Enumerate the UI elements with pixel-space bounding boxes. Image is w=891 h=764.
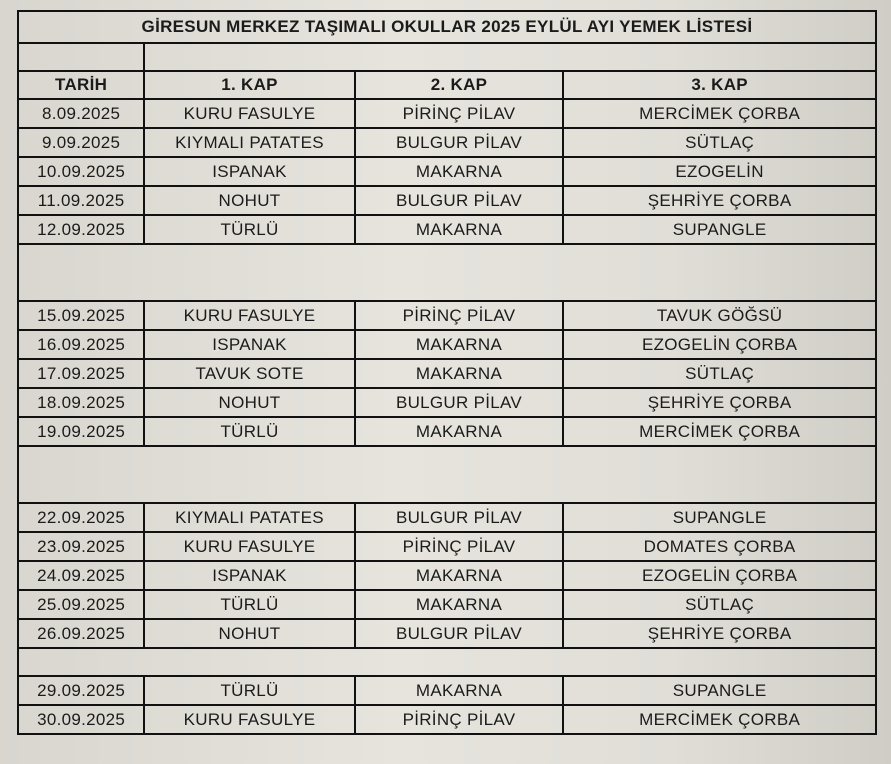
- kap1-cell: ISPANAK: [144, 330, 354, 359]
- kap2-cell: MAKARNA: [355, 330, 563, 359]
- date-cell: 18.09.2025: [18, 388, 144, 417]
- kap3-cell: EZOGELİN ÇORBA: [563, 330, 876, 359]
- kap2-cell: BULGUR PİLAV: [355, 186, 563, 215]
- kap3-cell: MERCİMEK ÇORBA: [563, 705, 876, 734]
- kap3-cell: SÜTLAÇ: [563, 590, 876, 619]
- column-header-kap3: 3. KAP: [563, 71, 876, 99]
- date-cell: 23.09.2025: [18, 532, 144, 561]
- date-cell: 24.09.2025: [18, 561, 144, 590]
- title-row: [18, 11, 876, 43]
- date-cell: 25.09.2025: [18, 590, 144, 619]
- table-row: [18, 99, 876, 128]
- date-cell: 30.09.2025: [18, 705, 144, 734]
- date-cell: 16.09.2025: [18, 330, 144, 359]
- kap3-cell: MERCİMEK ÇORBA: [563, 99, 876, 128]
- kap2-cell: BULGUR PİLAV: [355, 619, 563, 648]
- kap2-cell: MAKARNA: [355, 215, 563, 244]
- page-title: GİRESUN MERKEZ TAŞIMALI OKULLAR 2025 EYLÜL AYI YEMEK LİSTESİ: [18, 11, 876, 43]
- table-row: [18, 590, 876, 619]
- week-separator-row: [18, 446, 876, 503]
- date-cell: 10.09.2025: [18, 157, 144, 186]
- table-row: [18, 532, 876, 561]
- date-cell: 9.09.2025: [18, 128, 144, 157]
- kap2-cell: BULGUR PİLAV: [355, 388, 563, 417]
- kap3-cell: TAVUK GÖĞSÜ: [563, 301, 876, 330]
- blank-row: [18, 43, 876, 71]
- table-row: [18, 676, 876, 705]
- table-row: [18, 186, 876, 215]
- kap2-cell: MAKARNA: [355, 417, 563, 446]
- kap3-cell: SUPANGLE: [563, 503, 876, 532]
- kap3-cell: ŞEHRİYE ÇORBA: [563, 619, 876, 648]
- blank-cell: [144, 43, 876, 71]
- kap2-cell: MAKARNA: [355, 561, 563, 590]
- date-cell: 12.09.2025: [18, 215, 144, 244]
- date-cell: 8.09.2025: [18, 99, 144, 128]
- date-cell: 17.09.2025: [18, 359, 144, 388]
- kap3-cell: SUPANGLE: [563, 676, 876, 705]
- kap1-cell: KIYMALI PATATES: [144, 503, 354, 532]
- kap1-cell: TÜRLÜ: [144, 417, 354, 446]
- date-cell: 29.09.2025: [18, 676, 144, 705]
- table-row: [18, 128, 876, 157]
- week-separator-cell: [18, 446, 876, 503]
- kap2-cell: BULGUR PİLAV: [355, 503, 563, 532]
- kap3-cell: SUPANGLE: [563, 215, 876, 244]
- kap3-cell: MERCİMEK ÇORBA: [563, 417, 876, 446]
- kap1-cell: NOHUT: [144, 619, 354, 648]
- week-separator-row: [18, 244, 876, 301]
- kap2-cell: PİRİNÇ PİLAV: [355, 301, 563, 330]
- table-row: [18, 157, 876, 186]
- kap3-cell: DOMATES ÇORBA: [563, 532, 876, 561]
- week-separator-row: [18, 648, 876, 676]
- kap2-cell: PİRİNÇ PİLAV: [355, 705, 563, 734]
- date-cell: 22.09.2025: [18, 503, 144, 532]
- kap2-cell: PİRİNÇ PİLAV: [355, 99, 563, 128]
- table-row: [18, 301, 876, 330]
- kap1-cell: ISPANAK: [144, 561, 354, 590]
- kap1-cell: TAVUK SOTE: [144, 359, 354, 388]
- week-separator-cell: [18, 648, 876, 676]
- kap2-cell: MAKARNA: [355, 157, 563, 186]
- kap2-cell: MAKARNA: [355, 359, 563, 388]
- kap2-cell: MAKARNA: [355, 590, 563, 619]
- menu-table: [17, 10, 877, 735]
- kap1-cell: KIYMALI PATATES: [144, 128, 354, 157]
- table-row: [18, 561, 876, 590]
- kap2-cell: PİRİNÇ PİLAV: [355, 532, 563, 561]
- kap3-cell: SÜTLAÇ: [563, 128, 876, 157]
- kap2-cell: MAKARNA: [355, 676, 563, 705]
- kap3-cell: EZOGELİN ÇORBA: [563, 561, 876, 590]
- date-cell: 11.09.2025: [18, 186, 144, 215]
- kap3-cell: SÜTLAÇ: [563, 359, 876, 388]
- table-row: [18, 503, 876, 532]
- date-cell: 15.09.2025: [18, 301, 144, 330]
- date-cell: 19.09.2025: [18, 417, 144, 446]
- menu-table-body: [18, 11, 876, 734]
- kap3-cell: ŞEHRİYE ÇORBA: [563, 186, 876, 215]
- week-separator-cell: [18, 244, 876, 301]
- date-cell: 26.09.2025: [18, 619, 144, 648]
- table-row: [18, 388, 876, 417]
- kap3-cell: EZOGELİN: [563, 157, 876, 186]
- kap3-cell: ŞEHRİYE ÇORBA: [563, 388, 876, 417]
- blank-cell: [18, 43, 144, 71]
- kap1-cell: ISPANAK: [144, 157, 354, 186]
- kap1-cell: KURU FASULYE: [144, 532, 354, 561]
- table-row: [18, 359, 876, 388]
- kap2-cell: BULGUR PİLAV: [355, 128, 563, 157]
- kap1-cell: KURU FASULYE: [144, 99, 354, 128]
- column-header-kap1: 1. KAP: [144, 71, 354, 99]
- kap1-cell: KURU FASULYE: [144, 301, 354, 330]
- kap1-cell: TÜRLÜ: [144, 590, 354, 619]
- kap1-cell: KURU FASULYE: [144, 705, 354, 734]
- header-row: [18, 71, 876, 99]
- table-row: [18, 215, 876, 244]
- kap1-cell: TÜRLÜ: [144, 676, 354, 705]
- kap1-cell: NOHUT: [144, 186, 354, 215]
- kap1-cell: TÜRLÜ: [144, 215, 354, 244]
- table-row: [18, 330, 876, 359]
- table-row: [18, 619, 876, 648]
- column-header-kap2: 2. KAP: [355, 71, 563, 99]
- table-row: [18, 417, 876, 446]
- column-header-date: TARİH: [18, 71, 144, 99]
- table-row: [18, 705, 876, 734]
- kap1-cell: NOHUT: [144, 388, 354, 417]
